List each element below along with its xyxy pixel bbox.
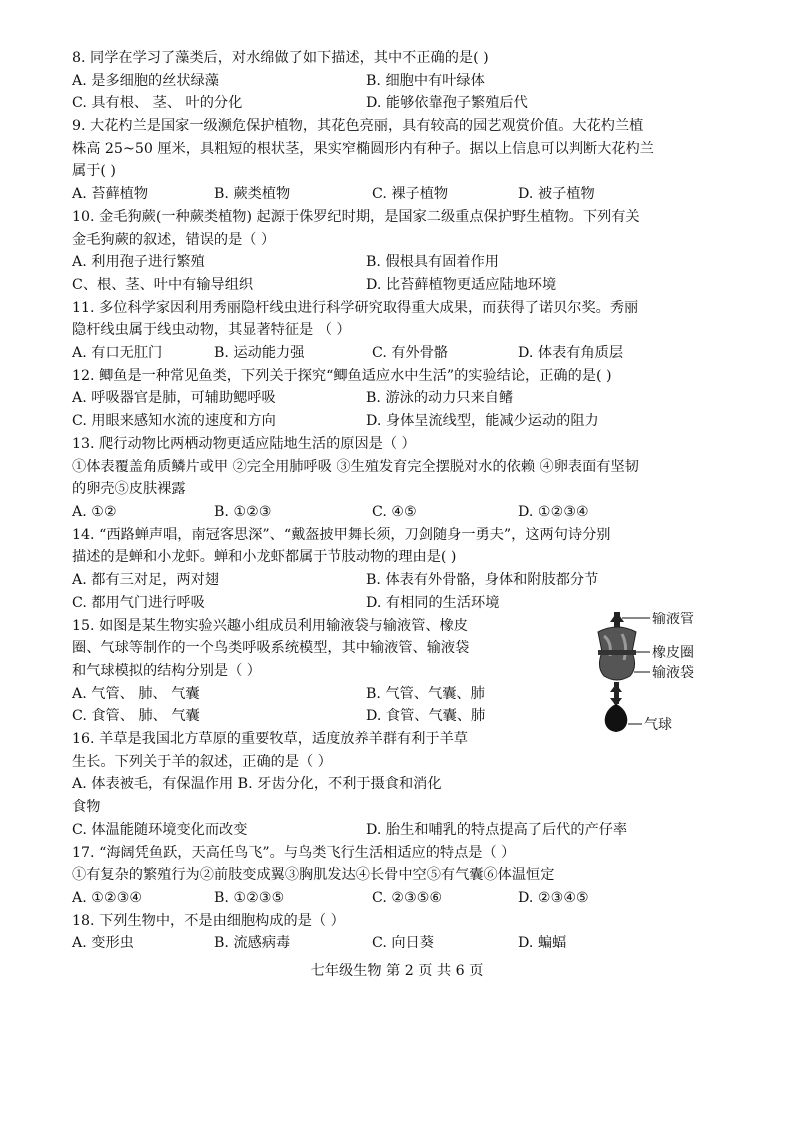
option-row: [72, 819, 734, 842]
option-D[interactable]: D. ②③④⑤: [518, 889, 589, 906]
option-row: [72, 183, 734, 206]
option-A[interactable]: A. 有口无肛门: [72, 345, 163, 362]
question-9: [72, 115, 734, 206]
option-row: [72, 251, 734, 274]
arrow-up-icon: [610, 612, 624, 622]
label-infusion-tube: 输液管: [652, 612, 694, 627]
option-C[interactable]: C. 用眼来感知水流的速度和方向: [72, 413, 276, 430]
question-stem: 11. 多位科学家因利用秀丽隐杆线虫进行科学研究取得重大成果，而获得了诺贝尔奖。秀丽: [72, 299, 639, 316]
option-C[interactable]: C. 食管、 肺、 气囊: [72, 708, 200, 725]
option-A[interactable]: A. 苔藓植物: [72, 186, 149, 203]
option-B[interactable]: B. 流感病毒: [214, 935, 291, 952]
option-row: [72, 932, 734, 955]
option-B[interactable]: B. 假根具有固着作用: [366, 254, 499, 271]
question-stem: 10. 金毛狗蕨(一种蕨类植物) 起源于侏罗纪时期，是国家二级重点保护野生植物。下列有关: [72, 208, 640, 225]
question-text-line: 的卵壳⑤皮肤裸露: [72, 481, 186, 498]
question-text-line: 生长。下列关于羊的叙述，正确的是（ ）: [72, 753, 332, 770]
option-A[interactable]: C. 体温能随环境变化而改变: [72, 821, 248, 838]
question-text-line: 和气球模拟的结构分别是（ ）: [72, 662, 261, 679]
option-B[interactable]: B. 游泳的动力只来自鳍: [366, 390, 514, 407]
option-C[interactable]: C. 向日葵: [372, 935, 434, 952]
label-balloon: 气球: [644, 717, 672, 733]
option-C[interactable]: C. ④⑤: [372, 503, 417, 520]
option-D[interactable]: D. 体表有角质层: [518, 345, 624, 362]
option-C[interactable]: C、根、茎、叶中有输导组织: [72, 276, 254, 293]
question-stem: 12. 鲫鱼是一种常见鱼类，下列关于探究“鲫鱼适应水中生活”的实验结论，正确的是( ): [72, 367, 612, 384]
option-D[interactable]: D. 比苔藓植物更适应陆地环境: [366, 276, 557, 293]
option-C[interactable]: C. ②③⑤⑥: [372, 889, 443, 906]
question-stem: 18. 下列生物中，不是由细胞构成的是（ ）: [72, 912, 345, 929]
option-C[interactable]: C. 都用气门进行呼吸: [72, 594, 205, 611]
option-A[interactable]: A. 都有三对足，两对翅: [72, 572, 219, 589]
question-text-line: 圈、气球等制作的一个鸟类呼吸系统模型，其中输液管、输液袋: [72, 640, 470, 657]
question-text-line: 食物: [72, 799, 101, 816]
question-8: [72, 47, 734, 115]
option-D[interactable]: D. ①②③④: [518, 503, 589, 520]
option-row: [72, 342, 734, 365]
question-10: [72, 206, 734, 297]
option-A[interactable]: A. ①②: [72, 503, 117, 520]
option-D[interactable]: D. 能够依靠孢子繁殖后代: [366, 95, 528, 112]
option-B[interactable]: B. 蕨类植物: [214, 186, 291, 203]
question-13: [72, 433, 734, 524]
question-stem: 15. 如图是某生物实验兴趣小组成员利用输液袋与输液管、橡皮: [72, 617, 468, 634]
option-row: [72, 569, 734, 592]
option-row: [72, 501, 734, 524]
option-B[interactable]: B. ①②③: [214, 503, 272, 520]
option-D[interactable]: D. 被子植物: [518, 186, 595, 203]
option-B[interactable]: B. 细胞中有叶绿体: [366, 72, 485, 89]
option-A[interactable]: A. 呼吸器官是肺，可辅助鳃呼吸: [72, 390, 276, 407]
label-infusion-bag: 输液袋: [652, 665, 694, 681]
option-B[interactable]: B. 气管、气囊、肺: [366, 685, 485, 702]
question-stem: 13. 爬行动物比两栖动物更适应陆地生活的原因是（ ）: [72, 435, 416, 452]
bird-respiration-model-figure: [592, 612, 722, 752]
option-row: [72, 70, 734, 93]
label-rubber-band: 橡皮圈: [652, 645, 694, 661]
option-B[interactable]: B. ①②③⑤: [214, 889, 285, 906]
option-D[interactable]: D. 身体呈流线型，能减少运动的阻力: [366, 413, 599, 430]
question-12: [72, 365, 734, 433]
question-stem: 16. 羊草是我国北方草原的重要牧草，适度放养羊群有利于羊草: [72, 731, 468, 747]
question-14: [72, 524, 734, 615]
balloon-shape: [605, 704, 628, 732]
question-text-line: A. 体表被毛，有保温作用 B. 牙齿分化，不利于摄食和消化: [72, 776, 442, 793]
option-D[interactable]: D. 有相同的生活环境: [366, 594, 500, 611]
option-B[interactable]: B. 运动能力强: [214, 345, 305, 362]
option-row: [72, 410, 734, 433]
option-C[interactable]: C. 具有根、 茎、 叶的分化: [72, 95, 243, 112]
question-text-line: 株高 25~50 厘米，具粗短的根状茎，果实窄椭圆形内有种子。据以上信息可以判断大花杓兰: [72, 140, 654, 157]
question-11: [72, 297, 734, 365]
page-footer: 七年级生物 第 2 页 共 6 页: [310, 963, 484, 979]
question-17: [72, 842, 734, 910]
question-text-line: ①有复杂的繁殖行为②前肢变成翼③胸肌发达④长骨中空⑤有气囊⑥体温恒定: [72, 867, 555, 884]
question-text-line: 隐杆线虫属于线虫动物，其显著特征是 （ ）: [72, 322, 351, 339]
option-A[interactable]: A. 是多细胞的丝状绿藻: [72, 72, 219, 89]
option-D[interactable]: D. 蝙蝠: [518, 935, 567, 952]
question-text-line: 金毛狗蕨的叙述，错误的是（ ）: [72, 231, 276, 248]
question-stem: 17. “海阔凭鱼跃，天高任鸟飞”。与鸟类飞行生活相适应的特点是（ ）: [72, 844, 516, 861]
option-row: [72, 387, 734, 410]
option-C[interactable]: C. 有外骨骼: [372, 345, 449, 362]
question-stem: 9. 大花杓兰是国家一级濒危保护植物，其花色亮丽，具有较高的园艺观赏价值。大花杓兰植: [72, 118, 644, 135]
option-A[interactable]: A. 利用孢子进行繁殖: [72, 254, 205, 271]
option-D[interactable]: D. 食管、气囊、肺: [366, 708, 486, 725]
option-row: [72, 274, 734, 297]
option-A[interactable]: A. 气管、 肺、 气囊: [72, 685, 200, 702]
option-row: [72, 887, 734, 910]
question-stem: 8. 同学在学习了藻类后，对水绵做了如下描述，其中不正确的是( ): [72, 50, 489, 66]
option-B[interactable]: D. 胎生和哺乳的特点提高了后代的产仔率: [366, 821, 628, 838]
question-text-line: ①体表覆盖角质鳞片或甲 ②完全用肺呼吸 ③生殖发育完全摆脱对水的依赖 ④卵表面有坚韧: [72, 458, 639, 475]
question-stem: 14. “西路蝉声唱，南冠客思深”、“戴盔披甲舞长须，刀剑随身一勇夫”，这两句诗分别: [72, 526, 611, 543]
question-18: [72, 910, 734, 955]
question-text-line: 属于( ): [72, 163, 116, 180]
rubber-band-shape: [598, 650, 636, 655]
option-B[interactable]: B. 体表有外骨骼，身体和附肢都分节: [366, 572, 599, 589]
arrow-up-small-icon: [610, 684, 622, 692]
question-text-line: 描述的是蝉和小龙虾。蝉和小龙虾都属于节肢动物的理由是( ): [72, 549, 457, 566]
option-A[interactable]: A. 变形虫: [72, 935, 134, 952]
option-C[interactable]: C. 裸子植物: [372, 186, 449, 203]
option-row: [72, 92, 734, 115]
option-A[interactable]: A. ①②③④: [72, 889, 143, 906]
